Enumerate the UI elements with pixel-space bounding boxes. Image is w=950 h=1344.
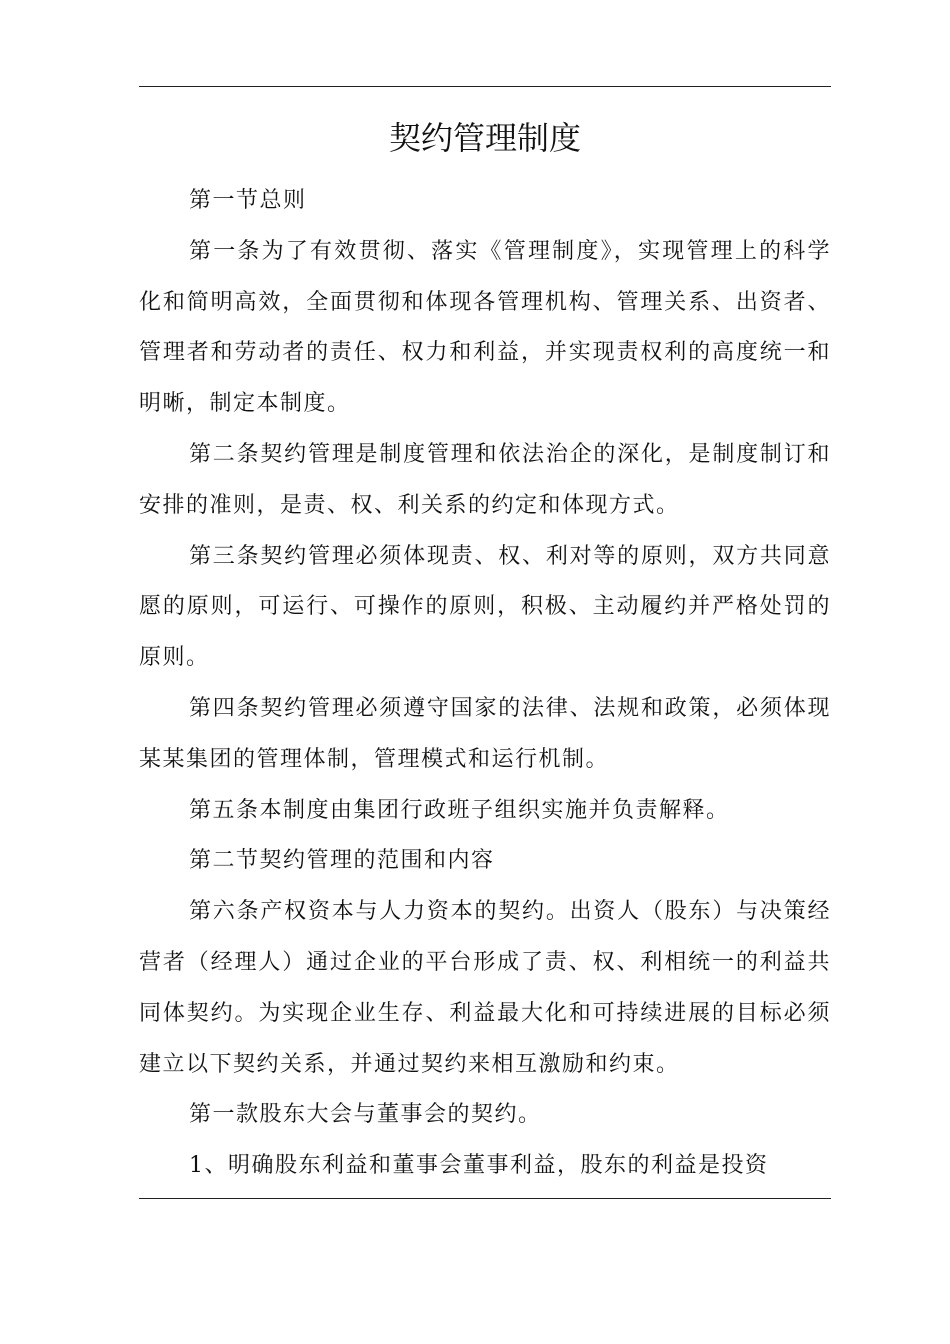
footer-rule: [139, 1198, 831, 1199]
section-heading: 第一节总则: [189, 188, 307, 213]
list-item: 1、明确股东利益和董事会董事利益，股东的利益是投资: [189, 1153, 769, 1179]
document-title: 契约管理制度: [388, 119, 581, 157]
article-paragraph: 第五条本制度由集团行政班子组织实施并负责解释。: [189, 797, 730, 823]
clause-heading: 第一款股东大会与董事会的契约。: [189, 1102, 542, 1128]
article-paragraph: 第二条契约管理是制度管理和依法治企的深化，是制度制订和安排的准则，是责、权、利关系的约定和体现方式。: [139, 441, 831, 518]
article-paragraph: 第六条产权资本与人力资本的契约。出资人（股东）与决策经营者（经理人）通过企业的平台形成了责、权、利相统一的利益共同体契约。为实现企业生存、利益最大化和可持续进展的目标必须建立以下契约关系，并通过契约来相互激励和约束。: [139, 899, 831, 1077]
document-body: [139, 176, 831, 1192]
article-paragraph: 第四条契约管理必须遵守国家的法律、法规和政策，必须体现某某集团的管理体制，管理模式和运行机制。: [139, 695, 831, 772]
header-rule: [139, 86, 831, 87]
section-heading: 第二节契约管理的范围和内容: [189, 848, 495, 874]
article-paragraph: 第一条为了有效贯彻、落实《管理制度》，实现管理上的科学化和简明高效，全面贯彻和体现各管理机构、管理关系、出资者、管理者和劳动者的责任、权力和利益，并实现责权利的高度统一和明晰，制定本制度。: [139, 238, 831, 417]
article-paragraph: 第三条契约管理必须体现责、权、利对等的原则，双方共同意愿的原则，可运行、可操作的原则，积极、主动履约并严格处罚的原则。: [139, 543, 831, 671]
